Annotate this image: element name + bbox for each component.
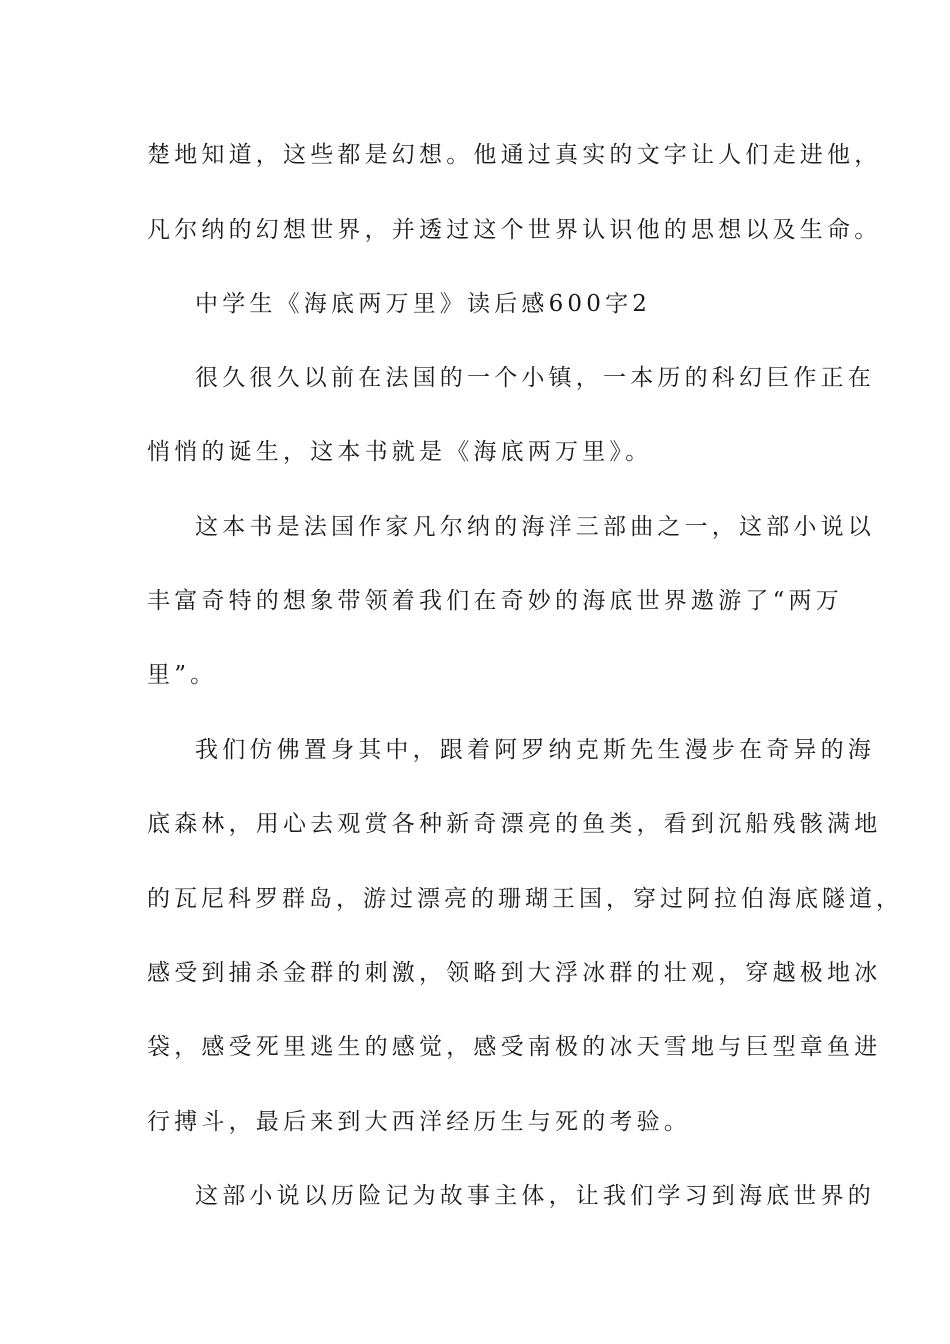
text-line: 感受到捕杀金群的刺激，领略到大浮冰群的壮观，穿越极地冰 — [147, 960, 882, 986]
text-line: 很久很久以前在法国的一个小镇，一本历的科幻巨作正在 — [195, 365, 875, 391]
text-line: 这本书是法国作家凡尔纳的海洋三部曲之一，这部小说以 — [195, 514, 875, 540]
text-line: 悄悄的诞生，这本书就是《海底两万里》。 — [147, 439, 653, 465]
text-line: 底森林，用心去观赏各种新奇漂亮的鱼类，看到沉船残骸满地 — [147, 811, 882, 837]
text-line: 行搏斗，最后来到大西洋经历生与死的考验。 — [147, 1109, 691, 1135]
text-line: 的瓦尼科罗群岛，游过漂亮的珊瑚王国，穿过阿拉伯海底隧道， — [147, 886, 903, 912]
text-line: 凡尔纳的幻想世界，并透过这个世界认识他的思想以及生命。 — [147, 217, 882, 243]
text-line: 里”。 — [147, 662, 218, 688]
text-line: 我们仿佛置身其中，跟着阿罗纳克斯先生漫步在奇异的海 — [195, 737, 875, 763]
text-line: 丰富奇特的想象带领着我们在奇妙的海底世界遨游了“两万 — [147, 588, 843, 614]
section-heading: 中学生《海底两万里》读后感600字2 — [195, 291, 652, 317]
text-line: 袋，感受死里逃生的感觉，感受南极的冰天雪地与巨型章鱼进 — [147, 1034, 882, 1060]
text-line: 楚地知道，这些都是幻想。他通过真实的文字让人们走进他， — [147, 142, 882, 168]
text-line: 这部小说以历险记为故事主体，让我们学习到海底世界的 — [195, 1183, 875, 1209]
